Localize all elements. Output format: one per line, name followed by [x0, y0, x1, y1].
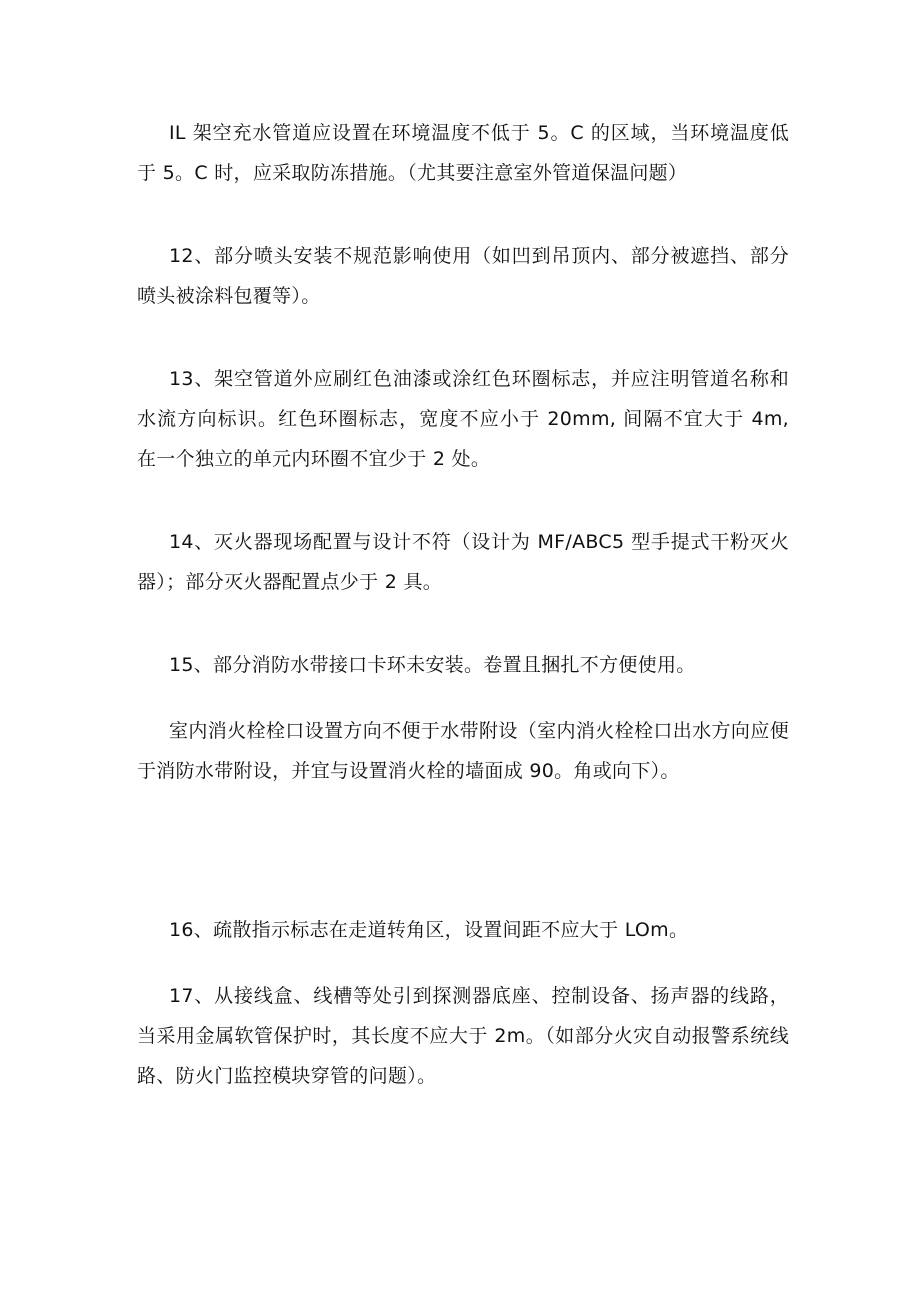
paragraph-hydrant-outlet: 室内消火栓栓口设置方向不便于水带附设（室内消火栓栓口出水方向应便于消防水带附设，并宜与设置消火栓的墙面成 90。角或向下）。	[137, 720, 789, 782]
paragraph-item-14: 14、灭火器现场配置与设计不符（设计为 MF/ABC5 型手提式干粉灭火器）；部分灭火器配置点少于 2 具。	[137, 531, 789, 593]
paragraph-item-15: 15、部分消防水带接口卡环未安装。卷置且捆扎不方便使用。	[169, 654, 696, 676]
paragraph-item-11: IL 架空充水管道应设置在环境温度不低于 5。C 的区域，当环境温度低于 5。C 时，应采取防冻措施。（尤其要注意室外管道保温问题）	[137, 122, 789, 184]
paragraph-item-13: 13、架空管道外应刷红色油漆或涂红色环圈标志，并应注明管道名称和水流方向标识。红色环圈标志，宽度不应小于 20mm, 间隔不宜大于 4m, 在一个独立的单元内环圈不宜少于 2 处。	[137, 368, 789, 470]
paragraph-item-12: 12、部分喷头安装不规范影响使用（如凹到吊顶内、部分被遮挡、部分喷头被涂料包覆等）。	[137, 245, 789, 307]
paragraph-item-16: 16、疏散指示标志在走道转角区，设置间距不应大于 LOm。	[169, 919, 689, 941]
paragraph-item-17: 17、从接线盒、线槽等处引到探测器底座、控制设备、扬声器的线路，当采用金属软管保护时，其长度不应大于 2m。（如部分火灾自动报警系统线路、防火门监控模块穿管的问题）。	[137, 985, 789, 1087]
